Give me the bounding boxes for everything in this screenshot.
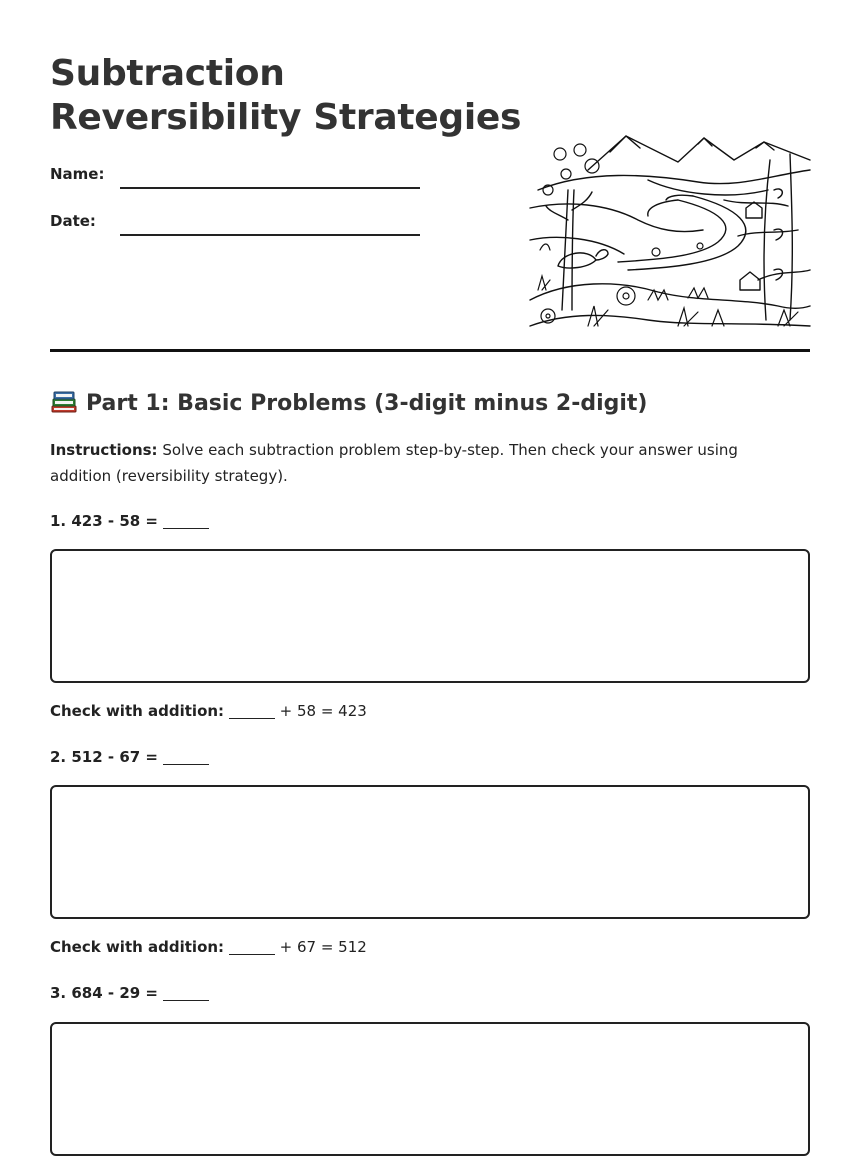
- problem-2-check-label: Check with addition:: [50, 938, 225, 956]
- title-line-1: Subtraction: [50, 53, 285, 94]
- problem-1-check-expression: + 58 = 423: [279, 702, 367, 720]
- problem-1-label: 1. 423 - 58 =: [50, 512, 159, 530]
- instructions-label: Instructions:: [50, 441, 158, 459]
- problem-3: [50, 984, 209, 1002]
- problem-1-check: [50, 702, 367, 720]
- landscape-illustration: [528, 130, 812, 332]
- instructions-text: Solve each subtraction problem step-by-step. Then check your answer using addition (reversibility strategy).: [50, 441, 738, 485]
- worksheet-title: [50, 52, 521, 140]
- header-divider: [50, 349, 810, 352]
- books-icon: [50, 388, 78, 414]
- problem-2-check-expression: + 67 = 512: [279, 938, 367, 956]
- problem-2-answer-blank[interactable]: [163, 750, 209, 765]
- section-heading: [50, 388, 647, 416]
- problem-2-check-blank[interactable]: [229, 940, 275, 955]
- date-label: Date:: [50, 212, 96, 230]
- instructions: [50, 437, 790, 489]
- problem-1-answer-blank[interactable]: [163, 514, 209, 529]
- problem-3-label: 3. 684 - 29 =: [50, 984, 159, 1002]
- problem-2-work-box[interactable]: [50, 785, 810, 919]
- problem-2-check: [50, 938, 367, 956]
- problem-2: [50, 748, 209, 766]
- problem-2-label: 2. 512 - 67 =: [50, 748, 159, 766]
- problem-3-answer-blank[interactable]: [163, 986, 209, 1001]
- section-heading-text: Part 1: Basic Problems (3-digit minus 2-digit): [86, 391, 648, 416]
- name-field[interactable]: [120, 187, 420, 189]
- problem-1-work-box[interactable]: [50, 549, 810, 683]
- problem-1: [50, 512, 209, 530]
- date-field[interactable]: [120, 234, 420, 236]
- problem-1-check-label: Check with addition:: [50, 702, 225, 720]
- problem-1-check-blank[interactable]: [229, 704, 275, 719]
- title-line-2: Reversibility Strategies: [50, 97, 522, 138]
- name-label: Name:: [50, 165, 105, 183]
- problem-3-work-box[interactable]: [50, 1022, 810, 1156]
